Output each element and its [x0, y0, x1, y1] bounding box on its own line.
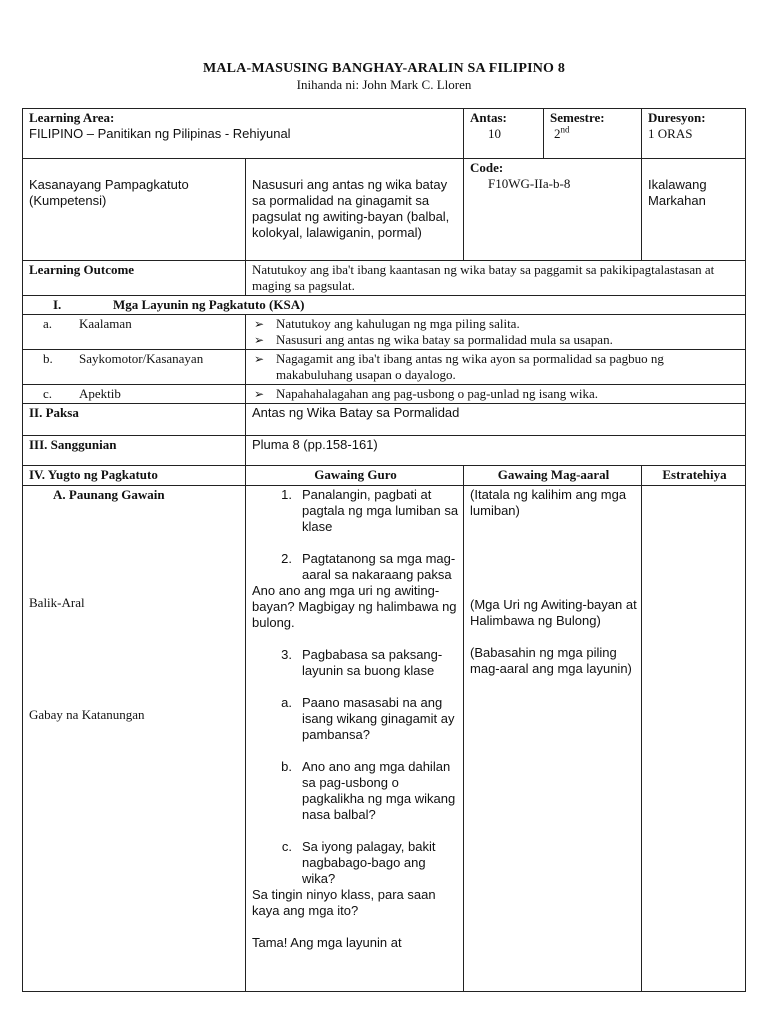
arrow-bullet-icon: ➢	[254, 387, 265, 401]
paksa-value: Antas ng Wika Batay sa Pormalidad	[246, 404, 746, 436]
semestre-value: 2	[554, 126, 561, 141]
kaalaman-label-cell	[23, 315, 246, 350]
learning-outcome-value: Natutukoy ang iba't ibang kaantasan ng wika batay sa paggamit sa pakikipagtalastasan at maging sa pagsulat.	[246, 261, 746, 296]
kaalaman-key: a.	[43, 316, 53, 331]
duresyon-cell	[642, 109, 746, 159]
saykomotor-label-cell	[23, 350, 246, 385]
semestre-sup: nd	[560, 124, 570, 135]
arrow-bullet-icon: ➢	[254, 352, 265, 366]
sanggunian-label: III. Sanggunian	[23, 436, 246, 466]
learning-area-cell	[23, 109, 464, 159]
sanggunian-row	[23, 436, 746, 466]
learning-area-row	[23, 109, 746, 159]
guro-sub-b: Ano ano ang mga dahilan sa pag-usbong o pagkalikha ng mga wikang nasa balbal?	[302, 759, 456, 822]
code-label: Code:	[470, 160, 504, 175]
apektib-label: Apektib	[79, 386, 121, 401]
paksa-label: II. Paksa	[23, 404, 246, 436]
gawaing-magaaral-cell	[464, 486, 642, 992]
code-cell	[464, 159, 642, 261]
col-estratehiya: Estratehiya	[642, 466, 746, 486]
paunang-gawain-label: A. Paunang Gawain	[53, 487, 165, 502]
antas-value: 10	[488, 126, 502, 141]
guro-closing-2: Tama! Ang mga layunin at	[252, 935, 402, 950]
lesson-plan-table	[22, 108, 746, 992]
guro-item2-num: 2.	[281, 551, 292, 566]
apektib-label-cell	[23, 385, 246, 404]
layunin-header-row	[23, 296, 746, 315]
yugto-header-row	[23, 466, 746, 486]
semestre-label: Semestre:	[550, 110, 605, 125]
guro-sub-c-num: c.	[281, 839, 292, 854]
guro-item2: Pagtatanong sa mga mag-aaral sa nakaraang paksa	[302, 551, 456, 582]
antas-cell	[464, 109, 544, 159]
kaalaman-row	[23, 315, 746, 350]
kasanayan-value: Nasusuri ang antas ng wika batay sa pormalidad na ginagamit sa pagsulat ng awiting-bayan (balbal, kolokyal, lalawiganin, pormal)	[252, 177, 450, 240]
arrow-bullet-icon: ➢	[254, 333, 265, 347]
apektib-key: c.	[43, 386, 53, 401]
arrow-bullet-icon: ➢	[254, 317, 265, 331]
layunin-header-cell	[23, 296, 746, 315]
guro-sub-a-num: a.	[281, 695, 292, 710]
guro-sub-c: Sa iyong palagay, bakit nagbabago-bago ang wika?	[302, 839, 436, 886]
guro-item3-num: 3.	[281, 647, 292, 662]
document-title: MALA-MASUSING BANGHAY-ARALIN SA FILIPINO 8	[202, 61, 566, 76]
kasanayan-row	[23, 159, 746, 261]
prepared-by: Inihanda ni: John Mark C. Lloren	[296, 77, 472, 92]
guro-item3: Pagbabasa sa paksang-layunin sa buong klase	[302, 647, 443, 678]
gabay-label: Gabay na Katanungan	[29, 707, 145, 722]
layunin-label: Mga Layunin ng Pagkatuto (KSA)	[113, 297, 305, 312]
duresyon-label: Duresyon:	[648, 110, 706, 125]
kasanayan-value-cell	[246, 159, 464, 261]
guro-item1-num: 1.	[281, 487, 292, 502]
learning-area-value: FILIPINO – Panitikan ng Pilipinas - Rehiyunal	[29, 126, 291, 141]
yugto-body-row	[23, 486, 746, 992]
guro-sub-a: Paano masasabi na ang isang wikang ginagamit ay pambansa?	[302, 695, 455, 742]
col-gawaing-guro: Gawaing Guro	[246, 466, 464, 486]
yugto-label: IV. Yugto ng Pagkatuto	[23, 466, 246, 486]
guro-sub-b-num: b.	[281, 759, 292, 774]
sanggunian-value: Pluma 8 (pp.158-161)	[246, 436, 746, 466]
learning-outcome-row	[23, 261, 746, 296]
markahan-cell	[642, 159, 746, 261]
code-value: F10WG-IIa-b-8	[488, 176, 571, 191]
yugto-stage-cell	[23, 486, 246, 992]
apektib-bullet-1: Napahahalagahan ang pag-usbong o pag-unlad ng isang wika.	[276, 386, 599, 401]
magaaral-note-2: (Mga Uri ng Awiting-bayan at Halimbawa ng Bulong)	[470, 597, 637, 628]
saykomotor-row	[23, 350, 746, 385]
col-gawaing-magaaral: Gawaing Mag-aaral	[464, 466, 642, 486]
duresyon-value: 1 ORAS	[648, 126, 693, 141]
semestre-cell	[544, 109, 642, 159]
kasanayan-label-cell	[23, 159, 246, 261]
learning-outcome-label: Learning Outcome	[23, 261, 246, 296]
saykomotor-bullets-cell	[246, 350, 746, 385]
layunin-num: I.	[53, 297, 62, 312]
balik-aral-label: Balik-Aral	[29, 595, 85, 610]
kaalaman-bullets-cell	[246, 315, 746, 350]
apektib-bullets-cell	[246, 385, 746, 404]
learning-area-label: Learning Area:	[29, 110, 115, 125]
saykomotor-bullet-1: Nagagamit ang iba't ibang antas ng wika ayon sa pormalidad sa pagbuo ng makabuluhang usapan o dayalogo.	[276, 351, 664, 382]
estratehiya-cell	[642, 486, 746, 992]
magaaral-note-3: (Babasahin ng mga piling mag-aaral ang mga layunin)	[470, 645, 632, 676]
guro-item1: Panalangin, pagbati at pagtala ng mga lumiban sa klase	[302, 487, 459, 534]
kaalaman-label: Kaalaman	[79, 316, 132, 331]
kasanayan-label: Kasanayang Pampagkatuto (Kumpetensi)	[29, 177, 189, 208]
kaalaman-bullet-2: Nasusuri ang antas ng wika batay sa pormalidad mula sa usapan.	[276, 332, 613, 347]
saykomotor-label: Saykomotor/Kasanayan	[79, 351, 204, 366]
antas-label: Antas:	[470, 110, 507, 125]
saykomotor-key: b.	[43, 351, 53, 366]
paksa-row	[23, 404, 746, 436]
guro-closing-1: Sa tingin ninyo klass, para saan kaya ang mga ito?	[252, 887, 436, 918]
magaaral-note-1: (Itatala ng kalihim ang mga lumiban)	[470, 487, 627, 518]
apektib-row	[23, 385, 746, 404]
kaalaman-bullet-1: Natutukoy ang kahulugan ng mga piling salita.	[276, 316, 520, 331]
guro-question: Ano ano ang mga uri ng awiting-bayan? Magbigay ng halimbawa ng bulong.	[252, 583, 457, 630]
gawaing-guro-cell	[246, 486, 464, 992]
markahan-value: Ikalawang Markahan	[648, 177, 707, 208]
